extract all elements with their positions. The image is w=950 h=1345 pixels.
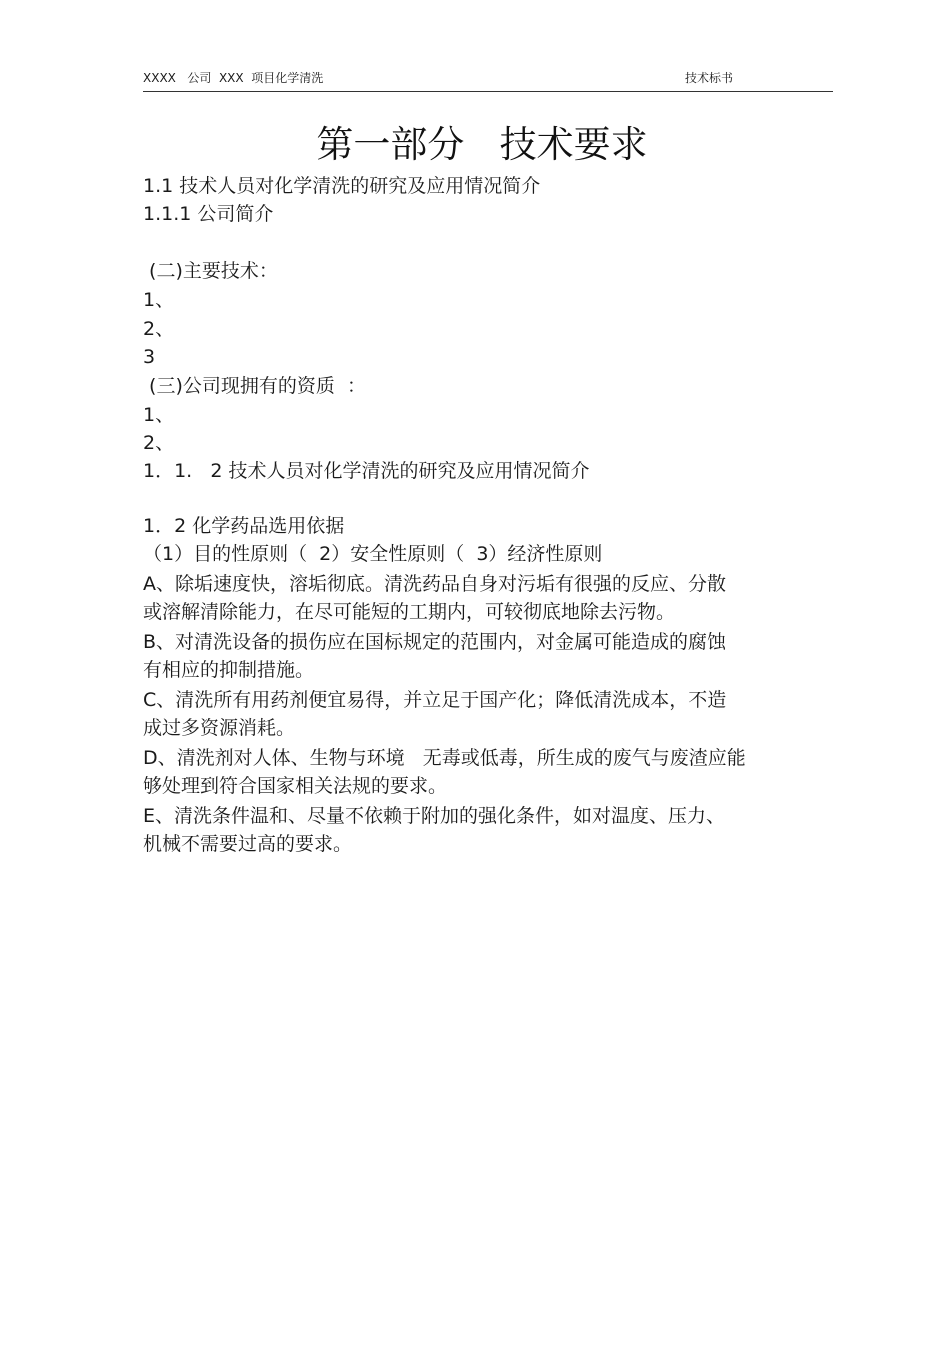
- list-item: 3: [143, 346, 156, 368]
- page-title: 第一部分 技术要求: [316, 123, 648, 166]
- list-item: 2、: [143, 318, 175, 340]
- paragraph-b-line-1: B、对清洗设备的损伤应在国标规定的范围内，对金属可能造成的腐蚀: [143, 631, 727, 653]
- section-heading-1-2: 1．2 化学药品选用依据: [143, 515, 345, 537]
- paragraph-a-line-2: 或溶解清除能力，在尽可能短的工期内，可较彻底地除去污物。: [143, 601, 676, 623]
- section-heading-1-1-1: 1.1.1 公司简介: [143, 203, 274, 225]
- list-item: 1、: [143, 289, 175, 311]
- paragraph-c-line-2: 成过多资源消耗。: [143, 717, 296, 739]
- section-heading-1-1: 1.1 技术人员对化学清洗的研究及应用情况简介: [143, 175, 541, 197]
- subheading-main-tech: (二)主要技术：: [143, 260, 278, 282]
- paragraph-d-line-2: 够处理到符合国家相关法规的要求。: [143, 775, 448, 797]
- section-heading-1-1-2: 1．1. 2 技术人员对化学清洗的研究及应用情况简介: [143, 460, 590, 482]
- paragraph-a-line-1: A、除垢速度快，溶垢彻底。清洗药品自身对污垢有很强的反应、分散: [143, 573, 726, 595]
- page-header: [143, 70, 833, 92]
- subheading-qualifications: (三)公司现拥有的资质 ：: [143, 375, 366, 397]
- principles-line: （1）目的性原则（ 2）安全性原则（ 3）经济性原则: [143, 543, 603, 565]
- header-doc-type: 技术标书: [685, 71, 734, 85]
- list-item: 2、: [143, 432, 175, 454]
- paragraph-c-line-1: C、清洗所有用药剂便宜易得，并立足于国产化；降低清洗成本，不造: [143, 689, 727, 711]
- paragraph-b-line-2: 有相应的抑制措施。: [143, 659, 315, 681]
- header-project-name: XXXX 公司 XXX 项目化学清洗: [143, 71, 324, 85]
- list-item: 1、: [143, 404, 175, 426]
- paragraph-d-line-1: D、清洗剂对人体、生物与环境 无毒或低毒，所生成的废气与废渣应能: [143, 747, 746, 769]
- paragraph-e-line-2: 机械不需要过高的要求。: [143, 833, 353, 855]
- paragraph-e-line-1: E、清洗条件温和、尽量不依赖于附加的强化条件，如对温度、压力、: [143, 805, 726, 827]
